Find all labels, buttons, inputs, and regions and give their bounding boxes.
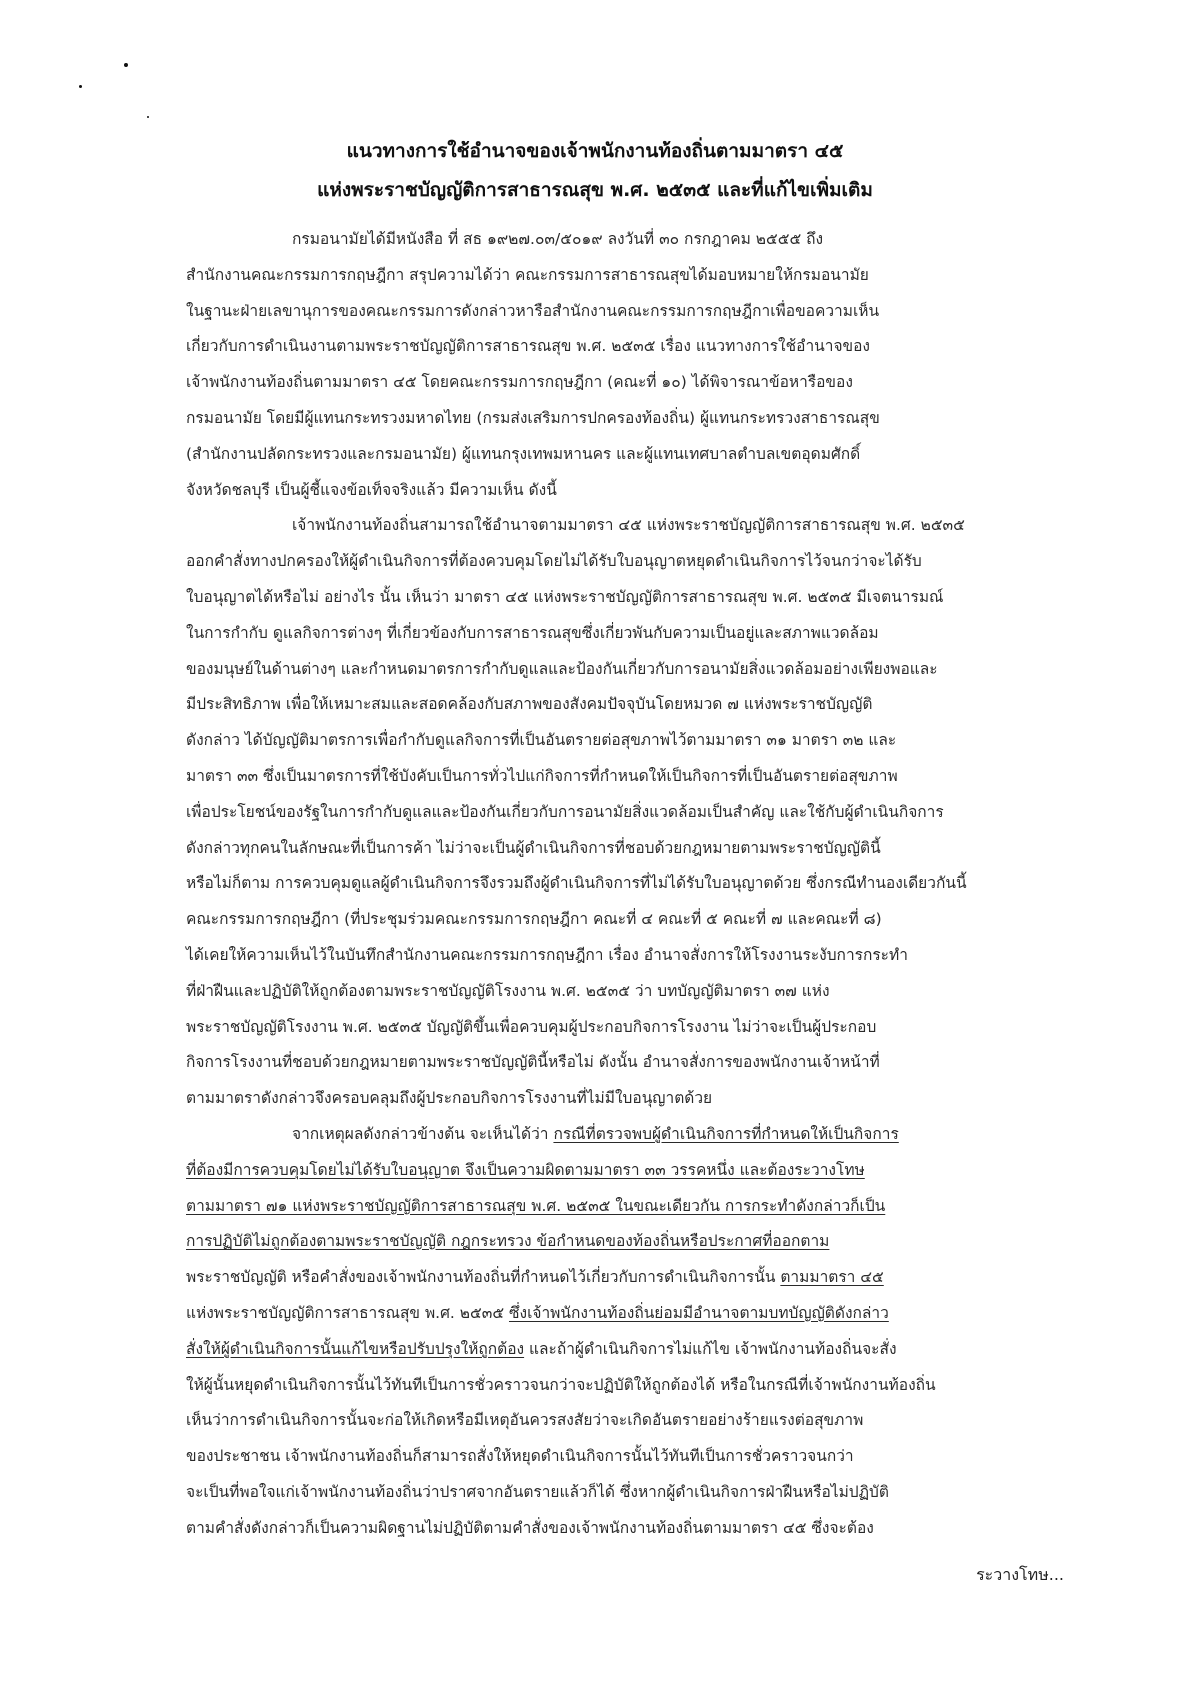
body-line xyxy=(186,1303,1056,1323)
underlined-text: ซึ่งเจ้าพนักงานท้องถิ่นย่อมมีอำนาจตามบทบัญญัติดังกล่าว xyxy=(508,1304,889,1322)
body-line: เจ้าพนักงานท้องถิ่นตามมาตรา ๔๕ โดยคณะกรรมการกฤษฎีกา (คณะที่ ๑๐) ได้พิจารณาข้อหารือของ xyxy=(186,373,853,391)
body-line: (สำนักงานปลัดกระทรวงและกรมอนามัย) ผู้แทนกรุงเทพมหานคร และผู้แทนเทศบาลตำบลเขตอุดมศักดิ์ xyxy=(186,445,861,463)
body-line: ใบอนุญาตได้หรือไม่ อย่างไร นั้น เห็นว่า มาตรา ๔๕ แห่งพระราชบัญญัติการสาธารณสุข พ.ศ. ๒๕๓๕ มีเจตนารมณ์ xyxy=(186,588,944,606)
body-line: ได้เคยให้ความเห็นไว้ในบันทึกสำนักงานคณะกรรมการกฤษฎีกา เรื่อง อำนาจสั่งการให้โรงงานระงับการกระทำ xyxy=(186,946,908,964)
scan-speck xyxy=(124,63,128,67)
body-line: กรมอนามัยได้มีหนังสือ ที่ สธ ๑๙๒๗.๐๓/๕๐๑๙ ลงวันที่ ๓๐ กรกฎาคม ๒๕๕๕ ถึง xyxy=(292,230,824,248)
body-line: มีประสิทธิภาพ เพื่อให้เหมาะสมและสอดคล้องกับสภาพของสังคมปัจจุบันโดยหมวด ๗ แห่งพระราชบัญญัติ xyxy=(186,695,873,713)
body-line: ออกคำสั่งทางปกครองให้ผู้ดำเนินกิจการที่ต้องควบคุมโดยไม่ได้รับใบอนุญาตหยุดดำเนินกิจการไว้จนกว่าจะได้รับ xyxy=(186,552,922,570)
body-line: จังหวัดชลบุรี เป็นผู้ชี้แจงข้อเท็จจริงแล้ว มีความเห็น ดังนี้ xyxy=(186,481,557,499)
body-line xyxy=(186,1196,1056,1216)
page-continuation-text: ระวางโทษ... xyxy=(976,1565,1064,1584)
body-text: จากเหตุผลดังกล่าวข้างต้น จะเห็นได้ว่า xyxy=(292,1125,554,1143)
body-line: ในการกำกับ ดูแลกิจการต่างๆ ที่เกี่ยวข้องกับการสาธารณสุขซึ่งเกี่ยวพันกับความเป็นอยู่และสภาพแวดล้อม xyxy=(186,624,879,642)
scan-speck xyxy=(147,116,149,118)
body-text: พระราชบัญญัติ หรือคำสั่งของเจ้าพนักงานท้องถิ่นที่กำหนดไว้เกี่ยวกับการดำเนินกิจการนั้น xyxy=(186,1268,781,1286)
body-line: คณะกรรมการกฤษฎีกา (ที่ประชุมร่วมคณะกรรมการกฤษฎีกา คณะที่ ๔ คณะที่ ๕ คณะที่ ๗ และคณะที่ ๘) xyxy=(186,910,882,928)
body-line xyxy=(292,1124,1056,1144)
body-line: เกี่ยวกับการดำเนินงานตามพระราชบัญญัติการสาธารณสุข พ.ศ. ๒๕๓๕ เรื่อง แนวทางการใช้อำนาจของ xyxy=(186,337,870,355)
body-line: ของประชาชน เจ้าพนักงานท้องถิ่นก็สามารถสั่งให้หยุดดำเนินกิจการนั้นไว้ทันทีเป็นการชั่วคราวจนกว่า xyxy=(186,1447,854,1465)
body-line: ของมนุษย์ในด้านต่างๆ และกำหนดมาตรการกำกับดูแลและป้องกันเกี่ยวกับการอนามัยสิ่งแวดล้อมอย่างเพียงพอและ xyxy=(186,660,938,678)
document-title-line-2: แห่งพระราชบัญญัติการสาธารณสุข พ.ศ. ๒๕๓๕ และที่แก้ไขเพิ่มเติม xyxy=(317,179,873,201)
body-line: เพื่อประโยชน์ของรัฐในการกำกับดูแลและป้องกันเกี่ยวกับการอนามัยสิ่งแวดล้อมเป็นสำคัญ และใช้กับผู้ดำเนินกิจการ xyxy=(186,803,944,821)
scan-speck xyxy=(79,85,82,88)
body-line: ในฐานะฝ่ายเลขานุการของคณะกรรมการดังกล่าวหารือสำนักงานคณะกรรมการกฤษฎีกาเพื่อขอความเห็น xyxy=(186,302,880,320)
body-line: พระราชบัญญัติโรงงาน พ.ศ. ๒๕๓๕ บัญญัติขึ้นเพื่อควบคุมผู้ประกอบกิจการโรงงาน ไม่ว่าจะเป็นผู้ประกอบ xyxy=(186,1018,877,1036)
body-line: กรมอนามัย โดยมีผู้แทนกระทรวงมหาดไทย (กรมส่งเสริมการปกครองท้องถิ่น) ผู้แทนกระทรวงสาธารณสุข xyxy=(186,409,880,427)
underlined-text: กรณีที่ตรวจพบผู้ดำเนินกิจการที่กำหนดให้เป็นกิจการ xyxy=(553,1125,899,1143)
body-text: แห่งพระราชบัญญัติการสาธารณสุข พ.ศ. ๒๕๓๕ xyxy=(186,1304,509,1322)
body-line xyxy=(186,1339,1056,1359)
body-line: ตามคำสั่งดังกล่าวก็เป็นความผิดฐานไม่ปฏิบัติตามคำสั่งของเจ้าพนักงานท้องถิ่นตามมาตรา ๔๕ ซึ่งจะต้อง xyxy=(186,1519,874,1537)
document-title-line-1: แนวทางการใช้อำนาจของเจ้าพนักงานท้องถิ่นตามมาตรา ๔๕ xyxy=(346,140,844,162)
body-line: ที่ฝ่าฝืนและปฏิบัติให้ถูกต้องตามพระราชบัญญัติโรงงาน พ.ศ. ๒๕๓๕ ว่า บทบัญญัติมาตรา ๓๗ แห่ง xyxy=(186,982,830,1000)
body-line: ให้ผู้นั้นหยุดดำเนินกิจการนั้นไว้ทันทีเป็นการชั่วคราวจนกว่าจะปฏิบัติให้ถูกต้องได้ หรือในกรณีที่เจ้าพนักงานท้องถิ่น xyxy=(186,1376,936,1394)
underlined-text: การปฏิบัติไม่ถูกต้องตามพระราชบัญญัติ กฎกระทรวง ข้อกำหนดของท้องถิ่นหรือประกาศที่ออกตาม xyxy=(186,1232,830,1250)
body-line: มาตรา ๓๓ ซึ่งเป็นมาตรการที่ใช้บังคับเป็นการทั่วไปแก่กิจการที่กำหนดให้เป็นกิจการที่เป็นอันตรายต่อสุขภาพ xyxy=(186,767,898,785)
body-line: กิจการโรงงานที่ชอบด้วยกฎหมายตามพระราชบัญญัตินี้หรือไม่ ดังนั้น อำนาจสั่งการของพนักงานเจ้าหน้าที่ xyxy=(186,1053,880,1071)
underlined-text: ตามมาตรา ๗๑ แห่งพระราชบัญญัติการสาธารณสุข พ.ศ. ๒๕๓๕ ในขณะเดียวกัน การกระทำดังกล่าวก็เป็น xyxy=(186,1197,886,1215)
body-line: ดังกล่าว ได้บัญญัติมาตรการเพื่อกำกับดูแลกิจการที่เป็นอันตรายต่อสุขภาพไว้ตามมาตรา ๓๑ มาตรา ๓๒ และ xyxy=(186,731,897,749)
body-line xyxy=(186,1160,1056,1180)
body-line: ตามมาตราดังกล่าวจึงครอบคลุมถึงผู้ประกอบกิจการโรงงานที่ไม่มีใบอนุญาตด้วย xyxy=(186,1089,713,1107)
body-line: เห็นว่าการดำเนินกิจการนั้นจะก่อให้เกิดหรือมีเหตุอันควรสงสัยว่าจะเกิดอันตรายอย่างร้ายแรงต่อสุขภาพ xyxy=(186,1411,864,1429)
body-line: เจ้าพนักงานท้องถิ่นสามารถใช้อำนาจตามมาตรา ๔๕ แห่งพระราชบัญญัติการสาธารณสุข พ.ศ. ๒๕๓๕ xyxy=(292,516,965,534)
underlined-text: ที่ต้องมีการควบคุมโดยไม่ได้รับใบอนุญาต จึงเป็นความผิดตามมาตรา ๓๓ วรรคหนึ่ง และต้องระวางโทษ xyxy=(186,1161,865,1179)
body-line: จะเป็นที่พอใจแก่เจ้าพนักงานท้องถิ่นว่าปราศจากอันตรายแล้วก็ได้ ซึ่งหากผู้ดำเนินกิจการฝ่าฝืนหรือไม่ปฏิบัติ xyxy=(186,1483,889,1501)
body-line xyxy=(186,1231,1056,1251)
underlined-text: ตามมาตรา ๔๕ xyxy=(780,1268,884,1286)
body-line xyxy=(186,1267,1056,1287)
body-line: ดังกล่าวทุกคนในลักษณะที่เป็นการค้า ไม่ว่าจะเป็นผู้ดำเนินกิจการที่ชอบด้วยกฎหมายตามพระราชบัญญัตินี้ xyxy=(186,839,881,857)
body-line: หรือไม่ก็ตาม การควบคุมดูแลผู้ดำเนินกิจการจึงรวมถึงผู้ดำเนินกิจการที่ไม่ได้รับใบอนุญาตด้วย ซึ่งกรณีทำนองเดียวกันนี้ xyxy=(186,874,967,892)
underlined-text: สั่งให้ผู้ดำเนินกิจการนั้นแก้ไขหรือปรับปรุงให้ถูกต้อง xyxy=(186,1340,525,1358)
body-line: สำนักงานคณะกรรมการกฤษฎีกา สรุปความได้ว่า คณะกรรมการสาธารณสุขได้มอบหมายให้กรมอนามัย xyxy=(186,266,869,284)
body-text: และถ้าผู้ดำเนินกิจการไม่แก้ไข เจ้าพนักงานท้องถิ่นจะสั่ง xyxy=(524,1340,897,1358)
